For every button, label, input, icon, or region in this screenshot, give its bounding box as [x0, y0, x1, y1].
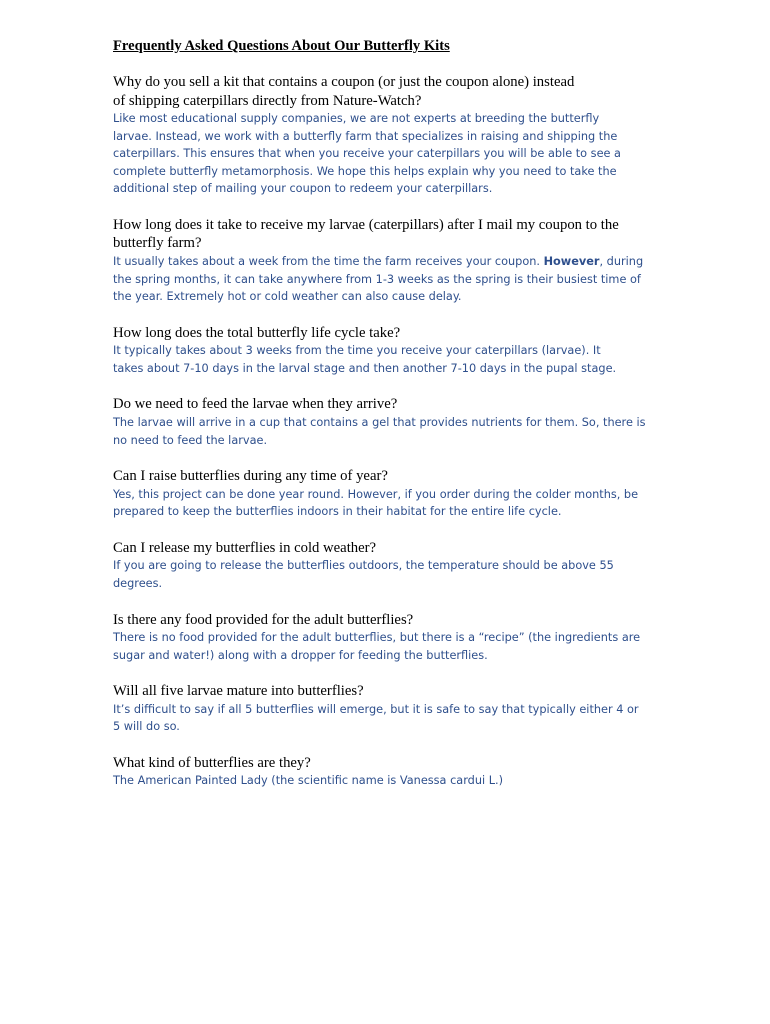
faq-question: Is there any food provided for the adult butterflies?: [113, 611, 414, 628]
faq-question: Will all five larvae mature into butterflies?: [113, 683, 364, 700]
faq-question: What kind of butterflies are they?: [113, 754, 311, 771]
faq-question: Why do you sell a kit that contains a coupon (or just the coupon alone) instead of shipping caterpillars directly from Nature-Watch?: [113, 74, 575, 109]
faq-document: [113, 36, 673, 808]
faq-item-delivery-time: [113, 216, 673, 306]
faq-question: Do we need to feed the larvae when they arrive?: [113, 396, 398, 413]
faq-answer: It typically takes about 3 weeks from the time you receive your caterpillars (larvae). It takes about 7-10 days in the larval stage and then another 7-10 days in the pupal stage.: [113, 344, 617, 375]
faq-answer: It’s difficult to say if all 5 butterflies will emerge, but it is safe to say that typically either 4 or 5 will do so.: [113, 702, 639, 734]
faq-item-adult-food: [113, 611, 673, 665]
faq-answer: The larvae will arrive in a cup that contains a gel that provides nutrients for them. So, there is no need to feed the larvae.: [113, 415, 646, 447]
faq-question: How long does it take to receive my larvae (caterpillars) after I mail my coupon to the butterfly farm?: [113, 216, 619, 252]
faq-answer-text: , during the spring months, it can take anywhere from 1-3 weeks as the spring is their busiest time of the year. Extremely hot or cold weather can also cause delay.: [113, 254, 644, 304]
faq-answer: There is no food provided for the adult butterflies, but there is a “recipe” (the ingredients are sugar and water!) along with a dropper for feeding the butterflies.: [113, 631, 641, 662]
faq-item-cold-weather: [113, 539, 673, 593]
faq-item-larvae-maturity: [113, 682, 673, 736]
faq-question: Can I raise butterflies during any time of year?: [113, 468, 388, 485]
faq-answer: Like most educational supply companies, we are not experts at breeding the butterfly larvae. Instead, we work with a butterfly farm that specializes in raising and shipping the caterpillars. This ensures that when you receive your caterpillars you will be able to see a complete butterfly metamorphosis. We hope this helps explain why you need to take the additional step of mailing your coupon to redeem your caterpillars.: [113, 112, 621, 196]
faq-item-coupon: [113, 73, 673, 198]
faq-question: Can I release my butterflies in cold weather?: [113, 539, 377, 556]
faq-item-feeding-larvae: [113, 395, 673, 449]
faq-question: How long does the total butterfly life cycle take?: [113, 324, 401, 341]
faq-answer: [113, 253, 661, 306]
faq-item-butterfly-kind: [113, 754, 673, 790]
faq-item-time-of-year: [113, 467, 673, 521]
faq-answer: Yes, this project can be done year round. However, if you order during the colder months, be prepared to keep the butterflies indoors in their habitat for the entire life cycle.: [113, 487, 639, 519]
faq-answer: The American Painted Lady (the scientific name is Vanessa cardui L.): [113, 774, 503, 788]
faq-answer-emphasis: However: [543, 254, 600, 268]
page-title: Frequently Asked Questions About Our Butterfly Kits: [113, 38, 450, 54]
faq-answer: If you are going to release the butterflies outdoors, the temperature should be above 55 degrees.: [113, 559, 614, 590]
faq-answer-text: It usually takes about a week from the time the farm receives your coupon.: [113, 254, 544, 268]
faq-item-life-cycle: [113, 324, 673, 378]
